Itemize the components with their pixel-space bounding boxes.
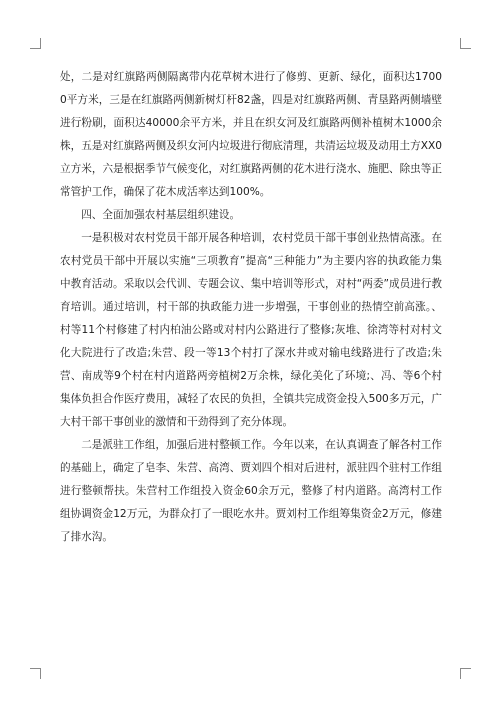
paragraph-work-teams: 二是派驻工作组，加强后进村整顿工作。今年以来，在认真调查了解各村工作的基础上，确定了皂李、朱营、高湾、贾刘四个相对后进村，派驻四个驻村工作组进行整顿帮扶。朱营村工作组投入资金60余万元，整修了村内道路。高湾村工作组协调资金12万元，为群众打了一眼吃水井。贾刘村工作组筹集资金2万元，修建了排水沟。	[60, 439, 442, 543]
crop-mark-bottom-left	[30, 668, 41, 679]
paragraph-greening-work: 处，二是对红旗路两侧隔离带内花草树木进行了修剪、更新、绿化，面积达17000平方米，三是在红旗路两侧新树灯杆82盏，四是对红旗路两侧、青垦路两侧墙壁进行粉刷，面积达40000余平方米，并且在织女河及红旗路两侧补植树木1000余株，五是对红旗路两侧及织女河内垃圾进行彻底清理，共清运垃圾及动用土方XX0立方米，六是根据季节气候变化，对红旗路两侧的花木进行浇水、施肥、除虫等正常管护工作，确保了花木成活率达到100%。	[60, 71, 442, 198]
crop-mark-bottom-right	[460, 668, 471, 679]
crop-mark-top-left	[30, 38, 41, 49]
document-body	[60, 66, 442, 549]
crop-mark-top-right	[460, 38, 471, 49]
section-heading-grassroots: 四、全面加强农村基层组织建设。	[81, 209, 241, 221]
paragraph-cadre-training: 一是积极对农村党员干部开展各种培训，农村党员干部干事创业热情高涨。在农村党员干部中开展以实施“三项教育”提高“三种能力”为主要内容的执政能力集中教育活动。采取以会代训、专题会议、集中培训等形式，对村“两委”成员进行教育培训。通过培训，村干部的执政能力进一步增强，干事创业的热情空前高涨。、村等11个村修建了村内柏油公路或对村内公路进行了整修;灰堆、徐湾等村对村文化大院进行了改造;朱营、段一等13个村打了深水井或对输电线路进行了改造;朱营、南成等9个村在村内道路两旁植树2万余株，绿化美化了环境;、冯、等6个村集体负担合作医疗费用，减轻了农民的负担，全镇共完成资金投入500多万元，广大村干部干事创业的激情和干劲得到了充分体现。	[60, 232, 442, 428]
